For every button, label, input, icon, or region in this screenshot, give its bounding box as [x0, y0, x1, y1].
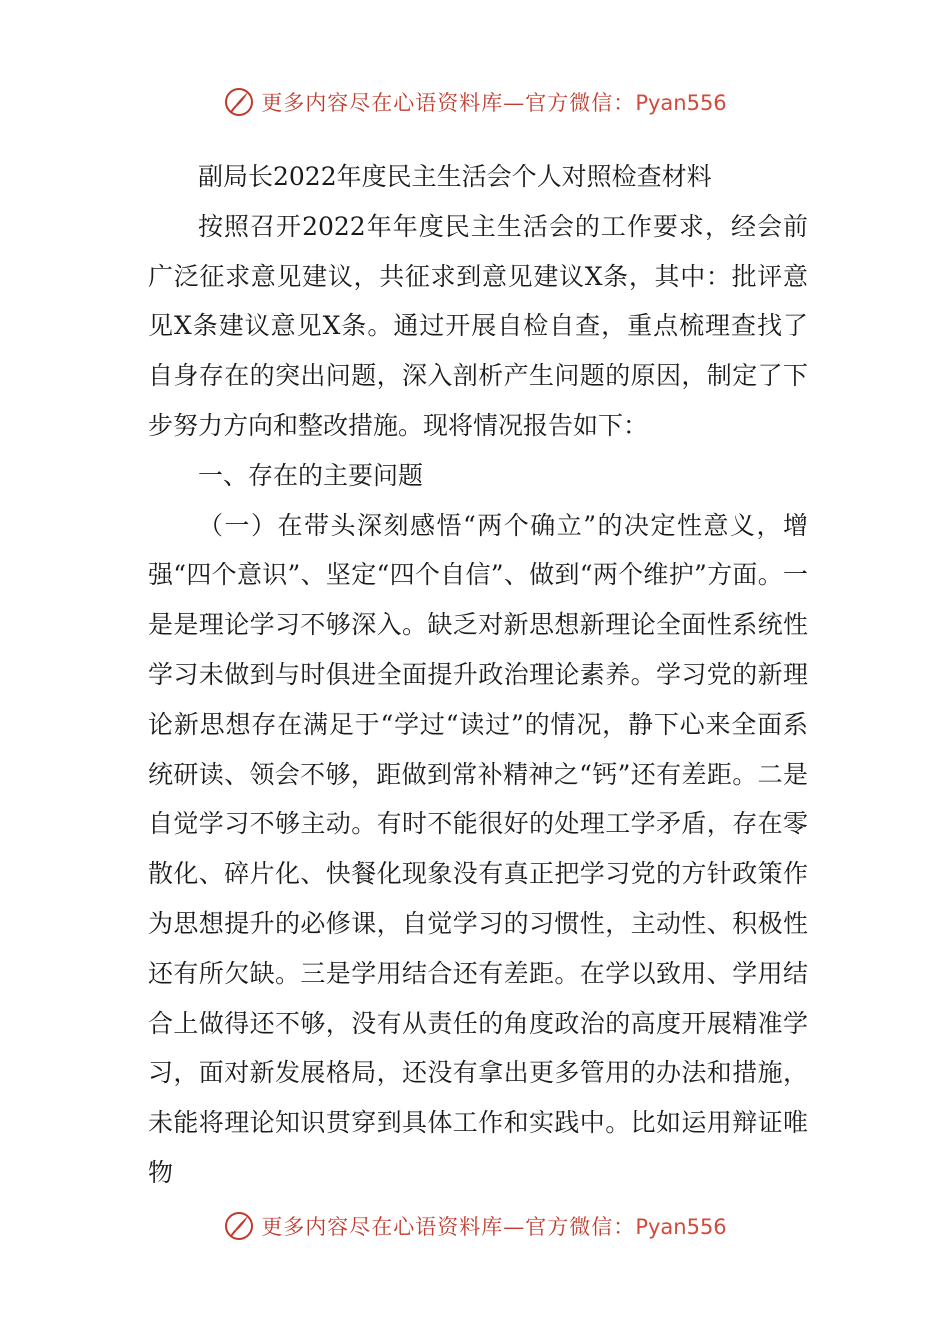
watermark-footer [0, 1210, 950, 1242]
section-heading: 一、存在的主要问题 [198, 460, 424, 490]
document-title: 副局长2022年度民主生活会个人对照检查材料 [198, 162, 712, 191]
item-paragraph: （一）在带头深刻感悟“两个确立”的决定性意义，增强“四个意识”、坚定“四个自信”、做到“两个维护”方面。一是是理论学习不够深入。缺乏对新思想新理论全面性系统性学习未做到与时俱进全面提升政治理论素养。学习党的新理论新思想存在满足于“学过“读过”的情况，静下心来全面系统研读、领会不够，距做到常补精神之“钙”还有差距。二是自觉学习不够主动。有时不能很好的处理工学矛盾，存在零散化、碎片化、快餐化现象没有真正把学习党的方针政策作为思想提升的必修课，自觉学习的习惯性，主动性、积极性还有所欠缺。三是学用结合还有差距。在学以致用、学用结合上做得还不够，没有从责任的角度政治的高度开展精准学习，面对新发展格局，还没有拿出更多管用的办法和措施，未能将理论知识贯穿到具体工作和实践中。比如运用辩证唯物 [148, 510, 808, 1187]
document-body [148, 152, 808, 1198]
intro-paragraph: 按照召开2022年年度民主生活会的工作要求，经会前广泛征求意见建议，共征求到意见建议X条，其中：批评意见X条建议意见X条。通过开展自检自查，重点梳理查找了自身存在的突出问题，深入剖析产生问题的原因，制定了下步努力方向和整改措施。现将情况报告如下： [148, 211, 808, 440]
watermark-header [0, 86, 950, 118]
watermark-text: 更多内容尽在心语资料库—官方微信：Pyan556 [261, 1215, 727, 1239]
watermark-wechat-id: Pyan556 [635, 1215, 727, 1239]
watermark-wechat-id: Pyan556 [635, 91, 727, 115]
feather-pen-icon [223, 1210, 255, 1242]
feather-pen-icon [223, 86, 255, 118]
watermark-text: 更多内容尽在心语资料库—官方微信：Pyan556 [261, 91, 727, 115]
